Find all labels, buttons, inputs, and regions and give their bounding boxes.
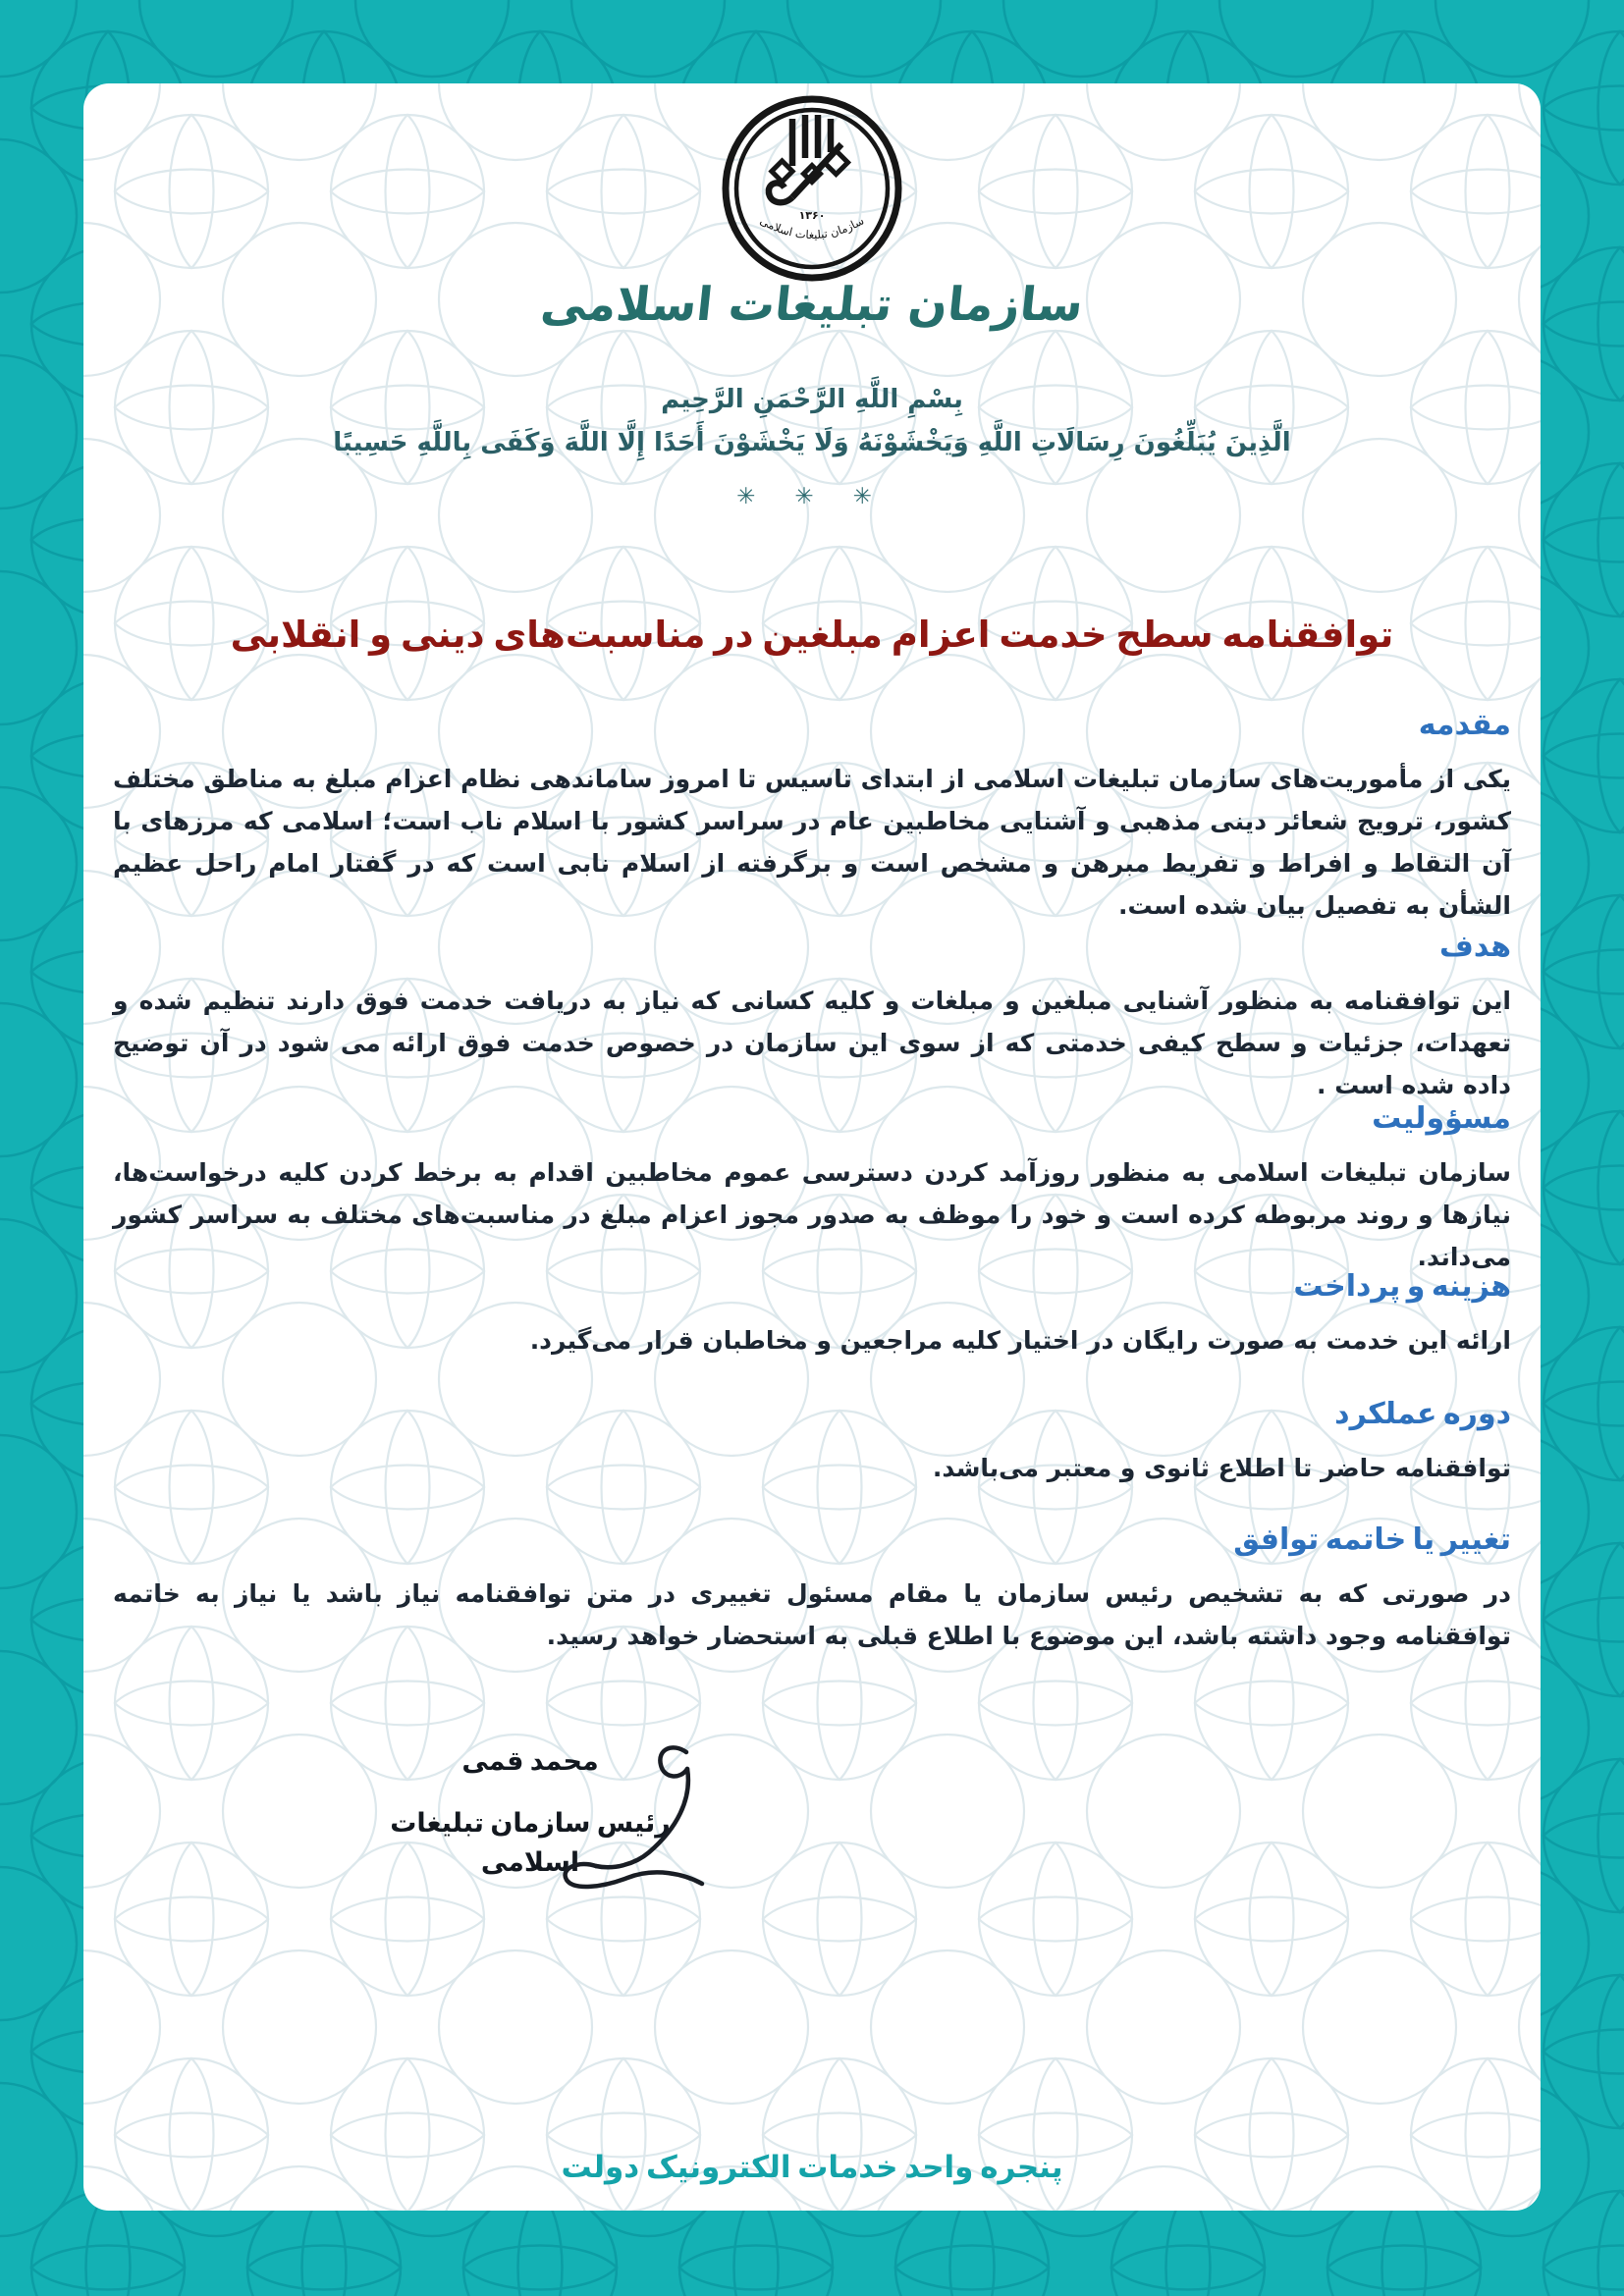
ornament-asterisks: ✳ ✳ ✳ xyxy=(736,484,888,509)
section-heading: هدف xyxy=(1439,930,1511,964)
organization-calligraphy: سازمان تبلیغات اسلامی xyxy=(538,278,1086,332)
section-body: یکی از مأموریت‌های سازمان تبلیغات اسلامی از ابتدای تاسیس تا امروز ساماندهی نظام اعزام مبلغ به مناطق مختلف کشور، ترویج شعائر دینی مذهبی و آشنایی مخاطبین عام در سراسر کشور با اسلام ناب است؛ اسلامی که مرزهای با آن التقاط و افراط و تفریط مبرهن و مشخص است و برگرفته از اسلام نابی است که در گفتار امام راحل عظیم الشأن به تفصیل بیان شده است. xyxy=(113,765,1511,920)
section-performance-period xyxy=(113,1395,1511,1489)
signatory-role: رئیس سازمان تبلیغات اسلامی xyxy=(390,1808,671,1878)
section-heading: تغییر یا خاتمه توافق xyxy=(1233,1522,1511,1557)
organization-emblem-icon xyxy=(714,93,910,284)
letter-content xyxy=(83,83,1541,2211)
section-body: ارائه این خدمت به صورت رایگان در اختیار کلیه مراجعین و مخاطبان قرار می‌گیرد. xyxy=(529,1326,1511,1355)
section-responsibility xyxy=(113,1099,1511,1278)
footer-service-window-label: پنجره واحد خدمات الکترونیک دولت xyxy=(561,2150,1063,2185)
section-body: این توافقنامه به منظور آشنایی مبلغین و مبلغات و کلیه کسانی که نیاز به دریافت خدمت فوق دارند تنظیم شده و تعهدات، جزئیات و سطح کیفی خدمتی که از سوی این سازمان در خصوص خدمت فوق ارائه می شود در آن توضیح داده شده است . xyxy=(113,987,1511,1099)
section-body: توافقنامه حاضر تا اطلاع ثانوی و معتبر می‌باشد. xyxy=(932,1454,1511,1482)
signatory-name: محمد قمی xyxy=(461,1746,599,1777)
basmala-text: بِسْمِ اللَّهِ الرَّحْمَنِ الرَّحِيم xyxy=(661,385,963,414)
section-cost-and-payment xyxy=(113,1267,1511,1362)
organization-logo xyxy=(714,93,910,284)
section-heading: مقدمه xyxy=(1418,708,1511,742)
section-body: سازمان تبلیغات اسلامی به منظور روزآمد کردن دسترسی عموم مخاطبین اقدام به برخط کردن کلیه درخواست‌ها، نیازها و روند مربوطه کرده است و خود را موظف به صدور مجوز اعزام مبلغ در مناسبت‌های مختلف به سراسر کشور می‌داند. xyxy=(113,1158,1511,1271)
letter-panel xyxy=(83,83,1541,2211)
document-title: توافقنامه سطح خدمت اعزام مبلغین در مناسبت‌های دینی و انقلابی xyxy=(230,613,1394,656)
section-body: در صورتی که به تشخیص رئیس سازمان یا مقام مسئول تغییری در متن توافقنامه نیاز باشد یا نیاز به خاتمه توافقنامه وجود داشته باشد، این موضوع با اطلاع قبلی به استحضار خواهد رسید. xyxy=(113,1579,1511,1650)
section-heading: هزینه و پرداخت xyxy=(1293,1269,1511,1304)
section-change-or-termination xyxy=(113,1521,1511,1657)
section-introduction xyxy=(113,706,1511,927)
section-goal xyxy=(113,928,1511,1106)
signature-scribble xyxy=(543,1738,718,1907)
quran-verse-text: الَّذِينَ يُبَلِّغُونَ رِسَالَاتِ اللَّهِ وَيَخْشَوْنَهُ وَلَا يَخْشَوْنَ أَحَدًا إِلَّا اللَّهَ وَكَفَى بِاللَّهِ حَسِيبًا xyxy=(333,428,1291,457)
section-heading: دوره عملکرد xyxy=(1334,1397,1511,1431)
logo-year: ۱۳۶۰ xyxy=(798,209,826,222)
logo-badge-text: سازمان تبلیغات اسلامی xyxy=(757,213,867,242)
section-heading: مسؤولیت xyxy=(1372,1101,1511,1136)
